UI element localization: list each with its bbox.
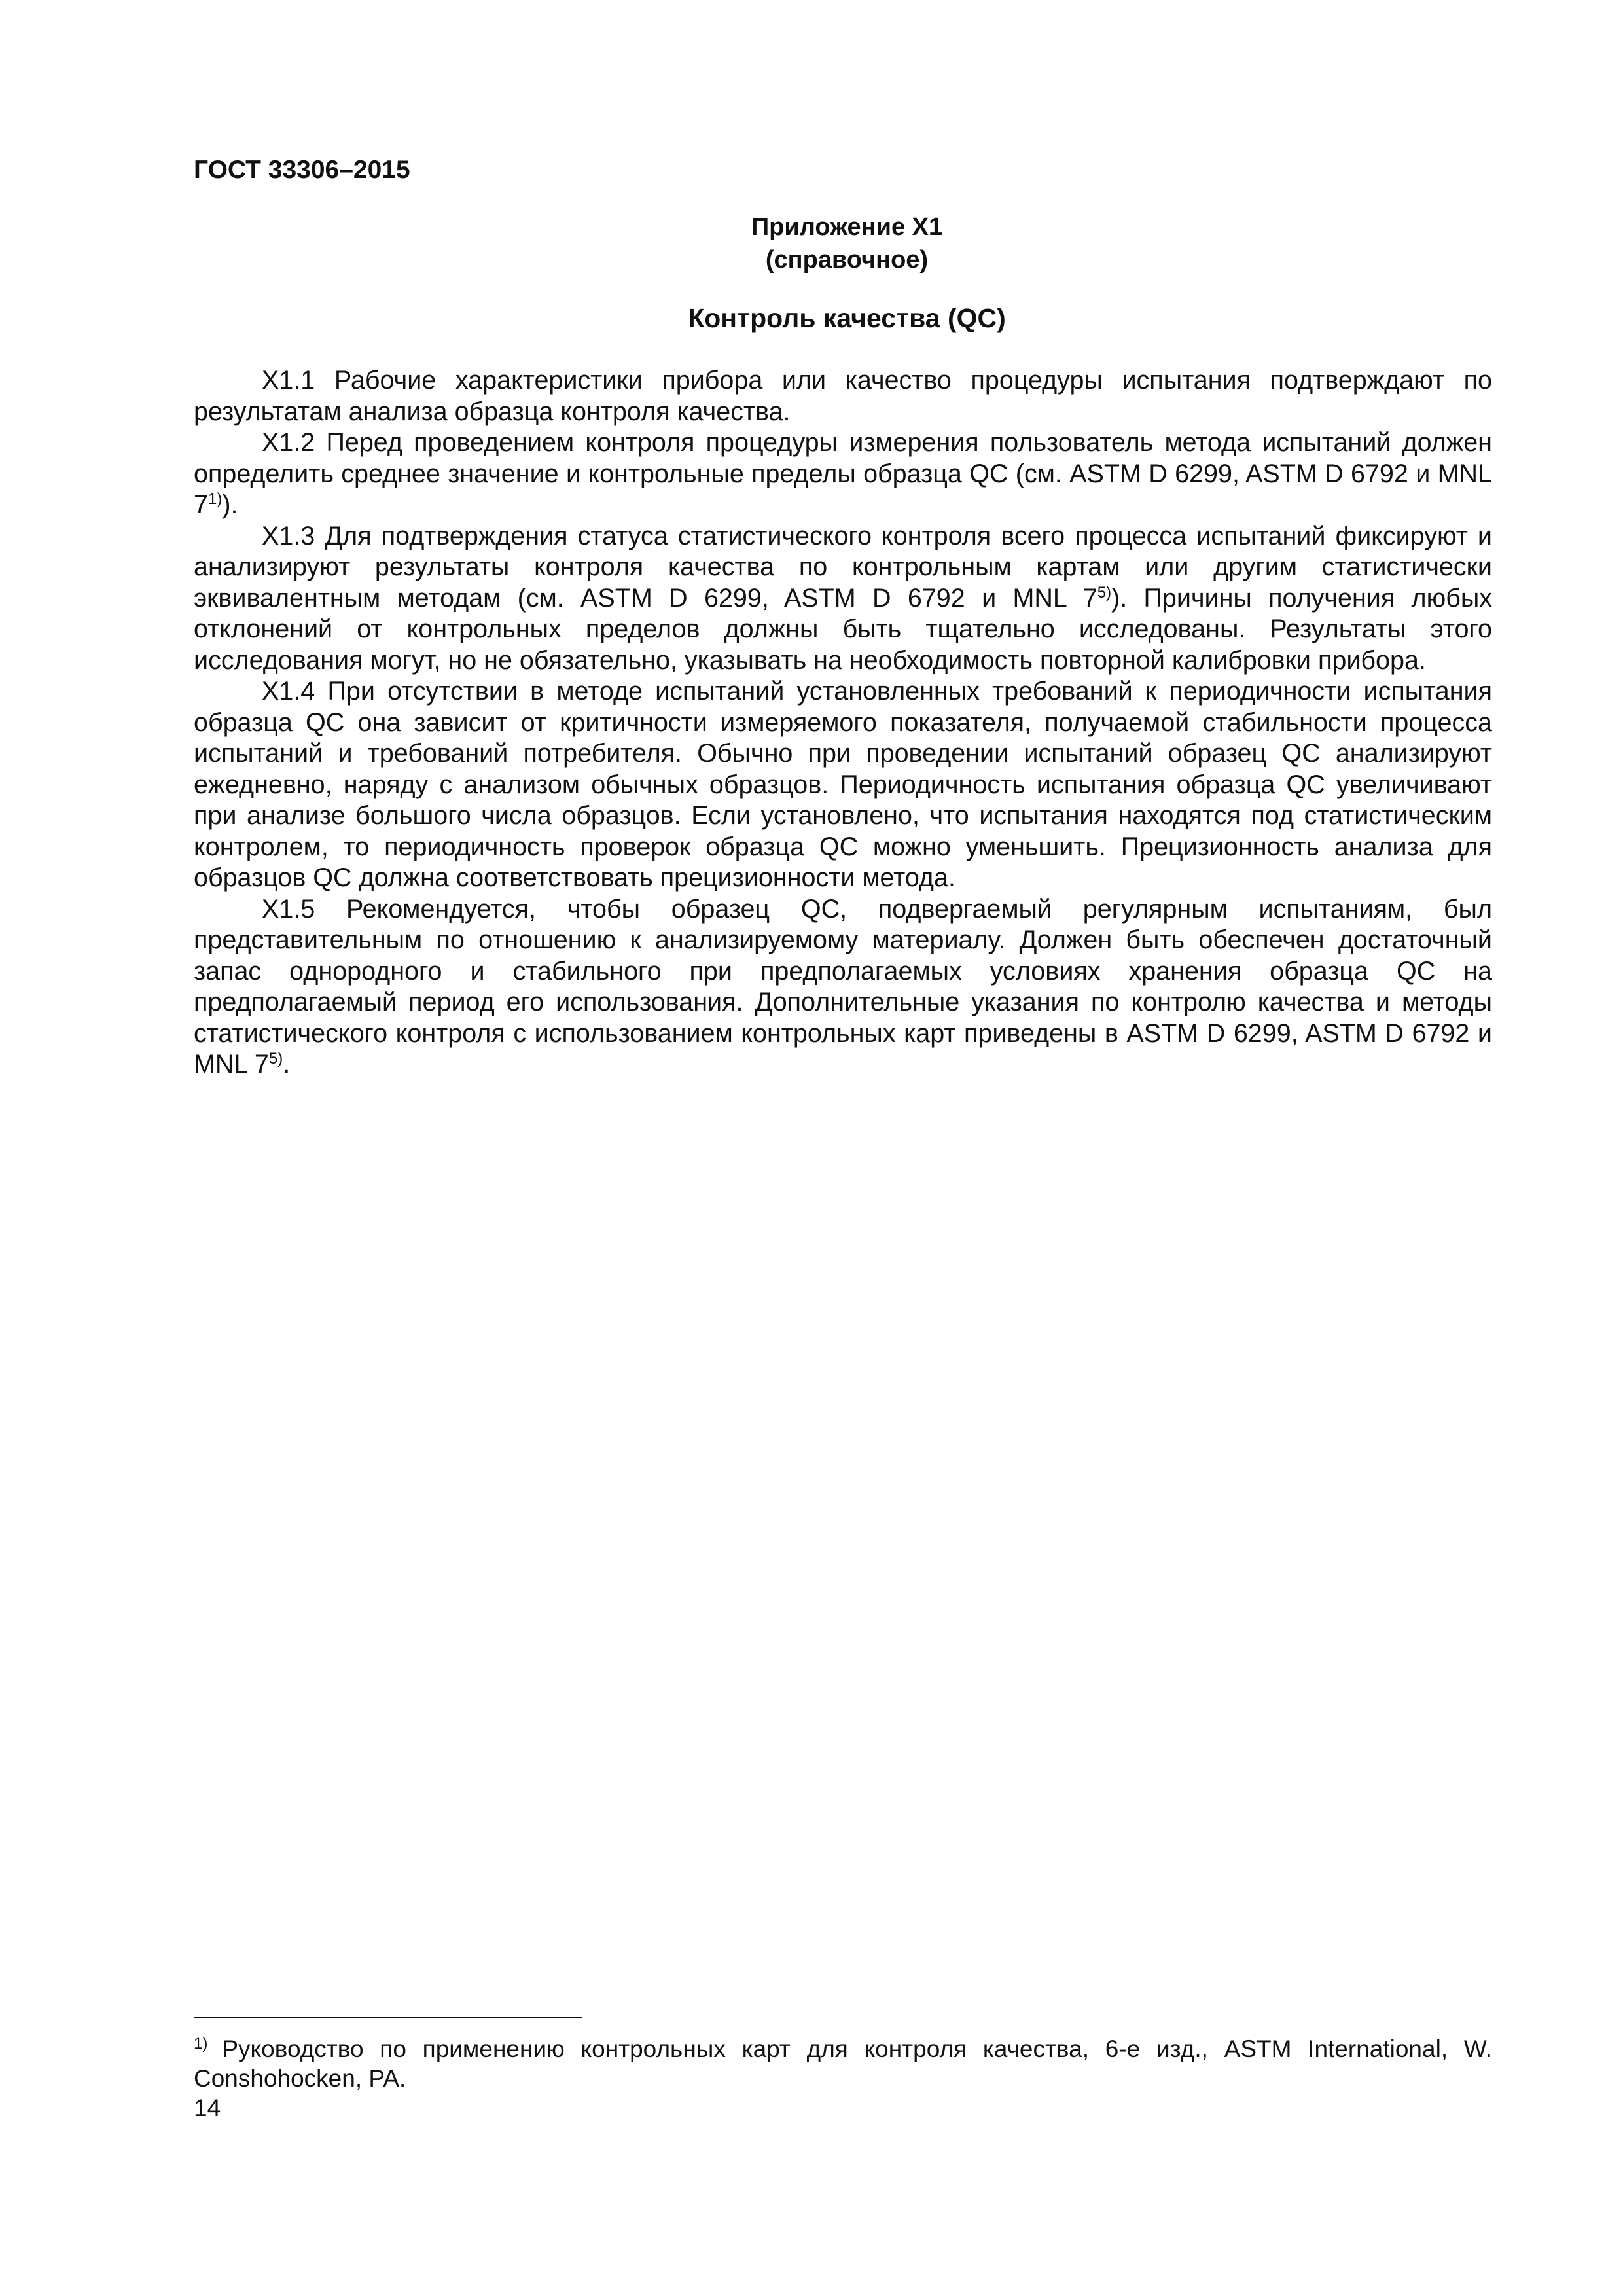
footnote-divider [194,2017,582,2018]
paragraph-text: . [283,1050,291,1079]
paragraph-x1-4: X1.4 При отсутствии в методе испытаний установленных требований к периодичности испытания образца QC она зависит от критичности измеряемого показателя, получаемой стабильности процесса испытаний и требований потребителя. Обычно при проведении испытаний образец QC анализируют ежедневно, наряду с анализом обычных образцов. Периодичность испытания образца QC увеличивают при анализе большого числа образцов. Если установлено, что испытания находятся под статистическим контролем, то периодичность проверок образца QC можно уменьшить. Прецизионность анализа для образцов QC должна соответствовать прецизионности метода. [194,677,1492,892]
footnote-ref: 5) [1097,583,1112,601]
paragraph-x1-3 [194,521,1492,677]
section-title: Контроль качества (QC) [688,303,1006,333]
paragraph-text: X1.2 Перед проведением контроля процедуры измерения пользователь метода испытаний должен определить среднее значение и контрольные пределы образца QC (см. ASTM D 6299, ASTM D 6792 и MNL 7 [194,428,1492,519]
footnote-mark: 1) [194,2034,208,2053]
paragraph-text: X1.3 Для подтверждения статуса статистического контроля всего процесса испытаний фиксируют и анализируют результаты контроля качества по контрольным картам или другим статистически эквивалентным методам (см. ASTM D 6299, ASTM D 6792 и MNL 7 [194,521,1492,613]
document-code: ГОСТ 33306–2015 [194,156,410,184]
paragraph-x1-5 [194,894,1492,1081]
appendix-heading [194,211,1500,276]
body-text [194,365,1492,1081]
paragraph-x1-2 [194,427,1492,521]
footnote-ref: 1) [207,490,223,508]
paragraph-text: ). Причины получения любых отклонений от контрольных пределов должны быть тщательно исследованы. Результаты этого исследования могут, но не обязательно, указывать на необходимость повторной калибровки прибора. [194,583,1492,675]
paragraph-text: X1.5 Рекомендуется, чтобы образец QC, подвергаемый регулярным испытаниям, был представительным по отношению к анализируемому материалу. Должен быть обеспечен достаточный запас однородного и стабильного при предполагаемых условиях хранения образца QC на предполагаемый период его использования. Дополнительные указания по контролю качества и методы статистического контроля с использованием контрольных карт приведены в ASTM D 6299, ASTM D 6792 и MNL 7 [194,894,1492,1079]
appendix-kind: (справочное) [765,246,929,274]
footnote-ref: 5) [268,1049,283,1067]
page-number: 14 [194,2094,221,2121]
paragraph-x1-1: X1.1 Рабочие характеристики прибора или качество процедуры испытания подтверждают по результатам анализа образца контроля качества. [194,366,1492,426]
appendix-label: Приложение X1 [751,213,943,241]
footnote-text: Руководство по применению контрольных карт для контроля качества, 6-е изд., ASTM International, W. Conshohocken, PA. [194,2036,1492,2092]
footnote [194,2034,1492,2093]
paragraph-text: ). [222,490,238,519]
